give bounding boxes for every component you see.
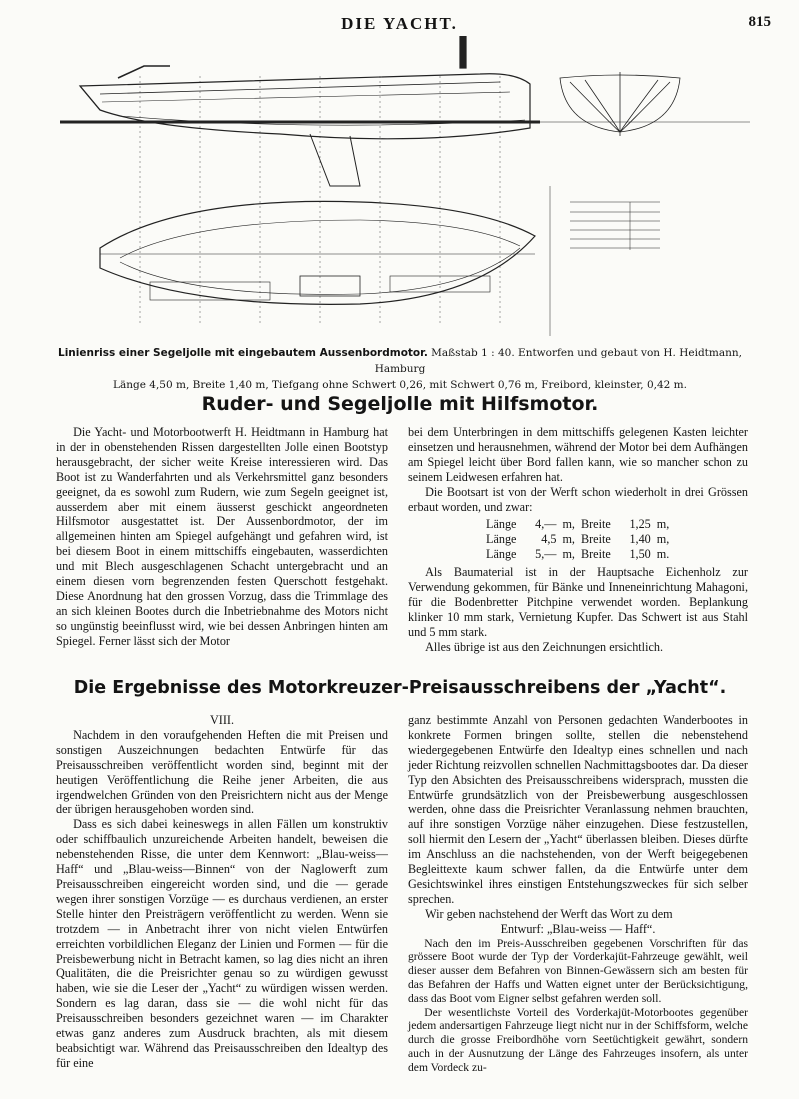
article2-column-right <box>408 713 748 1075</box>
article1-paragraph: Die Bootsart ist von der Werft schon wiederholt in drei Grössen erbaut worden, und zwar: <box>408 484 748 514</box>
figure-caption-line2: Länge 4,50 m, Breite 1,40 m, Tiefgang ohne Schwert 0,26, mit Schwert 0,76 m, Freibord, kleinster, 0,42 m. <box>113 379 687 391</box>
dimensions-table <box>550 186 660 336</box>
article1-column-right <box>408 425 748 655</box>
article1-title: Ruder- und Segeljolle mit Hilfsmotor. <box>201 393 599 415</box>
article1-paragraph: Als Baumaterial ist in der Hauptsache Eichenholz zur Verwendung gekommen, für Bänke und Inneneinrichtung Mahagoni, für die Bodenbretter Pitchpine verwendet worden. Beplankung klinker 10 mm stark, Vernietung Kupfer. Das Schwert ist aus Stahl und 5 mm stark. <box>408 565 748 639</box>
boat-sizes-table <box>486 517 675 562</box>
article2-title: Die Ergebnisse des Motorkreuzer-Preisausschreibens der „Yacht“. <box>73 678 727 698</box>
boat-lines-drawing <box>60 36 750 336</box>
article2-paragraph: Nach den im Preis-Ausschreiben gegebenen Vorschriften für das grössere Boot wurde der Typ der Vorderkajüt-Fahrzeuge gewählt, weil dieser ausser dem Befahren von Binnen-Gewässern sich am besten für das Befahren der Haffs und Watten eignet unter der Berücksichtigung, dass das Boot vom Eigner selbst gefahren werden soll. <box>408 936 748 1005</box>
article1-paragraph: Die Yacht- und Motorbootwerft H. Heidtmann in Hamburg hat in der in obenstehenden Rissen dargestellten Jolle einen Bootstyp herausgebracht, der sicher weite Kreise interessieren wird. Das Boot ist zu Wanderfahrten und als Verkehrsmittel ganz besonders geeignet, da es sowohl zum Rudern, wie zum Segeln geeignet ist, ausserdem aber mit einem äusserst geschickt angeordneten Hilfsmotor ausgestattet ist. Der Aussenbordmotor, der im allgemeinen hinten am Spiegel aufgehängt und gefahren wird, ist bei diesem Boot in einem mittschiffs eingebauten, wasserdichten und mit Blech ausgeschlagenen Schacht untergebracht und an einem diesen vorn begrenzenden festen Querschott festgehakt. Diese Anordnung hat den grossen Vorzug, dass die Trimmlage des an sich kleinen Bootes durch die Inbetriebnahme des Motors nicht so ungünstig beeinflusst wird, wie bei dessen Anbringen hinten am Spiegel. Ferner lässt sich der Motor <box>56 425 388 648</box>
article2-paragraph: ganz bestimmte Anzahl von Personen gedachten Wanderbootes in konkrete Formen bringen sollte, stellen die nebenstehend wiedergegebenen Entwürfe den Idealtyp eines schnellen und nach jeder Richtung reizvollen schnellen Nachmittagsbootes dar. Da dieser Typ den Absichten des Preisausschreibens widersprach, mussten die Entwürfe grundsätzlich von der Preisbewerbung ausgeschlossen werden, ohne dass die Preisrichter Veranlassung nehmen brauchten, auf ihre sonstigen Vorzüge näher einzugehen. Diese festzustellen, soll hiermit den Lesern der „Yacht“ überlassen bleiben. Dieses dürfte im Anschluss an die nachstehenden, von der Werft beigegebenen Begleittexte kaum schwer fallen, da die Entwürfe unter dem Gesichtswinkel ihres einstigen Entstehungszweckes für sich selber sprechen. <box>408 713 748 906</box>
table-row: Länge 4,— m, Breite 1,25 m, <box>486 517 670 532</box>
journal-title: DIE YACHT. <box>341 14 458 33</box>
article2-paragraph: Der wesentlichste Vorteil des Vorderkajüt-Motorbootes gegenüber jedem andersartigen Fahrzeuge liegt nicht nur in der Schiffsform, welche durch die grosse Freibordhöhe vorn Seetüchtigkeit gewährt, sondern auch in der Ausnutzung der Länge des Fahrzeuges insofern, als unter dem Vordeck zu- <box>408 1005 748 1074</box>
body-plan <box>560 72 680 136</box>
section-number: VIII. <box>209 713 235 727</box>
article1-column-left <box>56 425 388 649</box>
article1-paragraph: bei dem Unterbringen in dem mittschiffs gelegenen Kasten leichter einsetzen und herausnehmen, während der Motor bei dem Aufhängen am Spiegel leicht über Bord fallen kann, wie so mancher schon zu seinem Leidwesen erfahren hat. <box>408 425 748 484</box>
table-row: Länge 5,— m, Breite 1,50 m. <box>486 547 670 562</box>
figure-caption <box>40 345 760 393</box>
article2-paragraph: Wir geben nachstehend der Werft das Wort zu dem <box>425 906 673 921</box>
entwurf-heading: Entwurf: „Blau-weiss — Haff“. <box>500 921 656 936</box>
article1-paragraph: Alles übrige ist aus den Zeichnungen ersichtlich. <box>425 639 664 654</box>
figure-caption-rest: Maßstab 1 : 40. Entworfen und gebaut von H. Heidtmann, Hamburg <box>374 347 742 375</box>
figure-caption-bold: Linienriss einer Segeljolle mit eingebautem Aussenbordmotor. <box>58 347 428 359</box>
article2-column-left <box>56 713 388 1071</box>
page-number: 815 <box>748 14 771 30</box>
table-row: Länge 4,5 m, Breite 1,40 m, <box>486 532 670 547</box>
article2-paragraph: Nachdem in den voraufgehenden Heften die mit Preisen und sonstigen Auszeichnungen bedachten Entwürfe für das Preisausschreiben veröffentlicht worden sind, beginnt mit der heutigen Veröffentlichung die Reihe jener Arbeiten, die aus irgendwelchen Gründen von den Preisrichtern nicht aus der Menge der übrigen herausgehoben worden sind. <box>56 727 388 817</box>
article2-paragraph: Dass es sich dabei keineswegs in allen Fällen um konstruktiv oder schiffbaulich unzureichende Arbeiten handelt, beweisen die nebenstehenden Risse, die unter dem Kennwort: „Blau-weiss—Haff“ und „Blau-weiss—Binnen“ von der Naglowerft zum Preisausschreiben eingereicht worden sind, und die — gerade wegen ihrer sonstigen Vorzüge — es durchaus verdienen, an erster Stelle hinter den Preisträgern veröffentlicht zu werden. Wenn sie trotzdem — in Anbetracht ihrer von nicht vielen Entwürfen erreichten vorbildlichen Eleganz der Linien und Formen — für die Preisbewerbung nicht in Betracht kamen, so lag dies nicht an ihren Qualitäten, die die Preisrichter genau so zu würdigen gewusst haben, wie sie die Leser der „Yacht“ zu würdigen wissen werden. Sondern es lag daran, dass sie — die wohl nicht für das Preisausschreiben besonders gezeichnet waren — im Charakter etwas ganz anderes zum Ausdruck brachten, als mit diesem beabsichtigt war. Während das Preisausschreiben den Idealtyp des für eine <box>56 817 388 1070</box>
hull-plan-view <box>100 201 535 304</box>
